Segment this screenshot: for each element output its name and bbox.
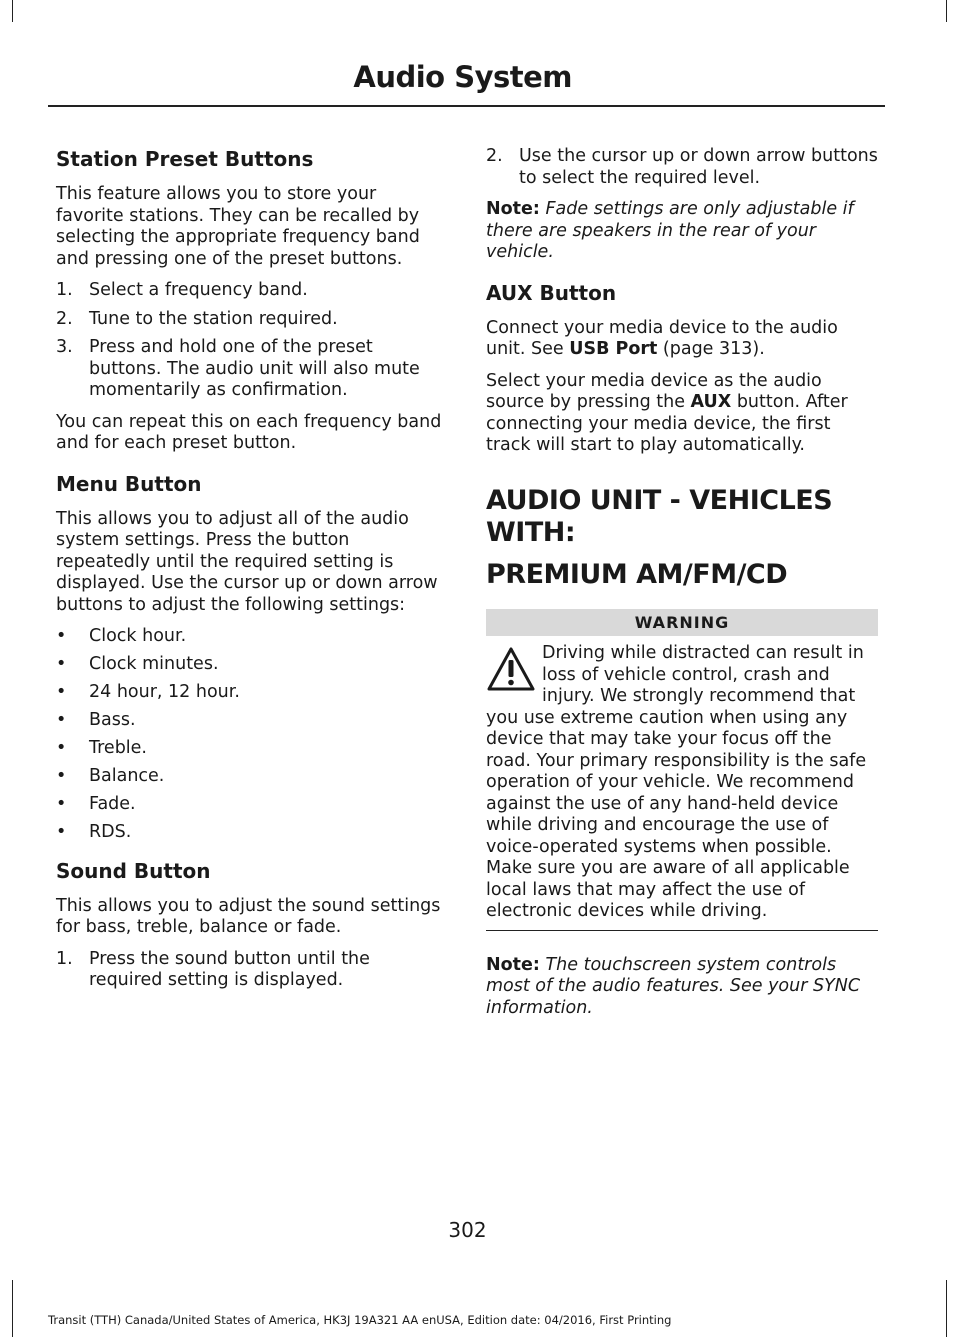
list-item: • Bass. [56, 710, 136, 730]
sound-button-intro: This allows you to adjust the sound settings for bass, treble, balance or fade. [56, 895, 441, 937]
warning-text: Driving while distracted can result in loss of vehicle control, crash and injury. We strongly recommend that you use extreme caution when using any device that may take your focus off the road. Your primary responsibility is the safe operation of your vehicle. We recommend against the use of any hand-held device while driving and encourage the use of voice-operated systems when possible. Make sure you are aware of all applicable local laws that may affect the use of electronic devices while driving. [486, 643, 867, 921]
station-preset-intro: This feature allows you to store your favorite stations. They can be recalled by selecting the appropriate frequency band and pressing one of the preset buttons. [56, 184, 420, 269]
crop-mark-bottom-left-v [12, 1280, 13, 1337]
list-item: 2. Use the cursor up or down arrow buttons to select the required level. [486, 146, 878, 188]
list-item: • Clock hour. [56, 626, 187, 646]
list-item: 2. Tune to the station required. [56, 308, 338, 329]
note-label: Note: [486, 954, 540, 975]
list-item: • Clock minutes. [56, 654, 219, 674]
section-heading-menu-button: Menu Button [56, 471, 202, 496]
crop-mark-bottom-right-v [946, 1280, 947, 1337]
aux-select-paragraph: Select your media device as the audio source by pressing the AUX button. After connecting your media device, the first track will start to play automatically. [486, 370, 848, 455]
crop-mark-top-right-v [946, 0, 947, 22]
right-column [486, 146, 878, 1029]
list-item: • RDS. [56, 822, 132, 842]
page-number: 302 [448, 1218, 487, 1242]
audio-unit-heading: AUDIO UNIT - VEHICLES WITH: PREMIUM AM/FM/CD [486, 484, 833, 590]
aux-connect-paragraph: Connect your media device to the audio unit. See USB Port (page 313). [486, 317, 838, 359]
left-column [56, 146, 448, 1002]
touchscreen-note [486, 955, 878, 1020]
list-item: 3. Press and hold one of the preset buttons. The audio unit will also mute momentarily as confirmation. [56, 337, 420, 400]
page-header-title: Audio System [353, 60, 572, 94]
fade-note [486, 199, 878, 264]
station-preset-steps [56, 280, 448, 402]
menu-button-intro: This allows you to adjust all of the audio system settings. Press the button repeatedly until the required setting is displayed. Use the cursor up or down arrow buttons to adjust the following settings: [56, 508, 438, 615]
section-heading-aux-button: AUX Button [486, 280, 617, 305]
warning-bottom-rule [486, 930, 878, 931]
note-text: Fade settings are only adjustable if there are speakers in the rear of your vehicle. [486, 199, 854, 262]
note-text: The touchscreen system controls most of the audio features. See your SYNC information. [486, 954, 861, 1018]
note-label: Note: [486, 199, 540, 219]
list-item: • Fade. [56, 794, 136, 814]
sound-button-steps-continued [486, 146, 878, 189]
warning-triangle-icon [486, 645, 536, 693]
section-heading-station-preset: Station Preset Buttons [56, 147, 314, 171]
usb-port-reference: USB Port [569, 339, 658, 359]
menu-settings-list [56, 626, 448, 844]
section-heading-sound-button: Sound Button [56, 858, 211, 883]
crop-mark-top-left-v [12, 0, 13, 22]
list-item: • Balance. [56, 766, 165, 786]
list-item: • 24 hour, 12 hour. [56, 682, 240, 702]
list-item: • Treble. [56, 738, 147, 758]
warning-title-bar: WARNING [486, 609, 878, 637]
list-item: 1. Press the sound button until the required setting is displayed. [56, 948, 370, 990]
station-preset-outro: You can repeat this on each frequency band and for each preset button. [56, 411, 442, 453]
header-rule [48, 105, 885, 107]
warning-box [486, 643, 878, 923]
list-item: 1. Select a frequency band. [56, 280, 308, 300]
aux-label: AUX [690, 392, 732, 412]
sound-button-steps [56, 949, 448, 992]
footer-edition-info: Transit (TTH) Canada/United States of America, HK3J 19A321 AA enUSA, Edition date: 04/2016, First Printing [48, 1313, 672, 1327]
